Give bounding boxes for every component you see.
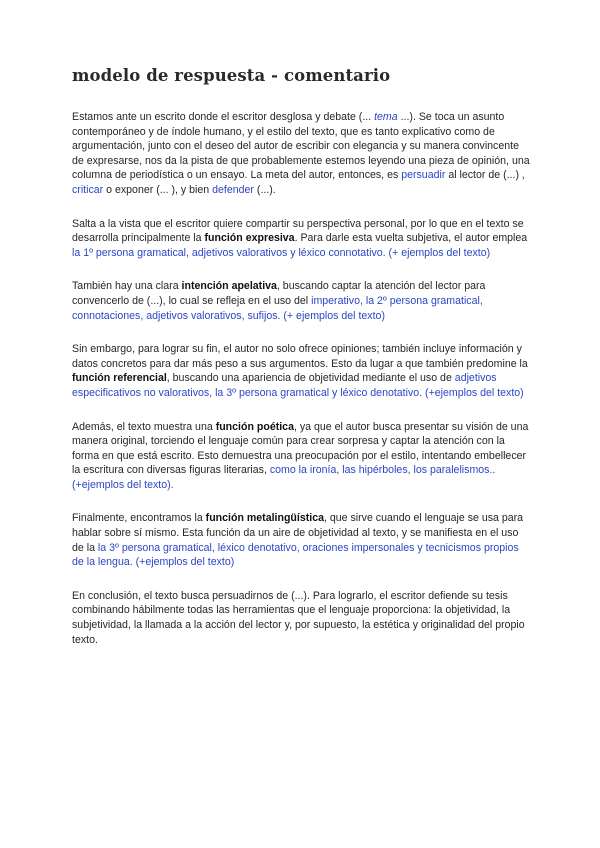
text-run: , que sirve cuando el lenguaje se usa para hablar sobre sí mismo. Esta función da un aire de objetividad al texto, y se manifiesta en el uso de la [72,512,524,554]
text-run: , ya que el autor busca presentar su visión de una manera original, torciendo el lenguaje común para crear sorpresa y captar la atención con la forma en que está escrito. Esto demuestra una preocupación por el estilo, intentando embellecer la escritura con diversas figuras literarias, [72,420,529,477]
document-title: modelo de respuesta - comentario [72,66,391,85]
paragraph [72,589,532,647]
highlighted-text: persuadir [401,169,446,182]
text-run: Sin embargo, para lograr su fin, el autor no solo ofrece opiniones; también incluye información y datos concretos para dar más peso a sus argumentos. Esto da lugar a que también predomine la [72,343,528,370]
highlighted-text: defender [212,183,254,196]
highlighted-text: adjetivos especificativos no valorativos, la 3º persona gramatical y léxico denotativo. (+ejemplos del texto) [72,372,524,399]
text-run: al lector de (...) , [445,169,525,182]
highlighted-text: imperativo, la 2º persona gramatical, connotaciones, adjetivos valorativos, sufijos. (+ ejemplos del texto) [72,294,483,322]
text-run: Estamos ante un escrito donde el escritor desglosa y debate (... [72,111,375,123]
text-run: , buscando una apariencia de objetividad mediante el uso de [166,372,455,385]
paragraph [72,511,532,569]
bold-term: función referencial [72,372,167,385]
text-run: . Para darle esta vuelta subjetiva, el autor emplea [294,232,528,245]
text-run: (...). [253,183,276,196]
text-run: o exponer (... ), y bien [103,183,213,196]
paragraph [72,217,532,261]
highlighted-text: la 3º persona gramatical, léxico denotativo, oraciones impersonales y tecnicismos propios de la lengua. (+ejemplos del texto) [72,541,519,569]
paragraph [72,342,532,400]
text-run: También hay una clara [72,280,182,293]
text-run: Además, el texto muestra una [72,420,216,433]
bold-term: función expresiva [204,232,295,245]
document-body [72,110,532,666]
text-run: ...). Se toca un asunto contemporáneo y de índole humano, y el estilo del texto, que es tanto explicativo como de argumentación, junto con el deseo del autor de escribir con elegancia y su manera convincente de expresarse, nos da la pista de que probablemente estemos leyendo una pieza de opinión, una columna de periodística o un ensayo. La meta del autor, entonces, es [72,111,530,182]
highlighted-text: tema [374,111,398,123]
highlighted-text: la 1º persona gramatical, adjetivos valorativos y léxico connotativo. (+ ejemplos del texto) [72,246,491,259]
text-run: , buscando captar la atención del lector para convencerlo de (...), lo cual se refleja en el uso del [72,280,486,307]
text-run: Finalmente, encontramos la [72,512,206,525]
paragraph [72,279,532,323]
bold-term: función poética [215,420,294,433]
paragraph [72,110,532,198]
text-run: En conclusión, el texto busca persuadirnos de (...). Para lograrlo, el escritor defiende su tesis combinando hábilmente todas las herramientas que el lenguaje proporciona: la objetividad, la subjetividad, la llamada a la acción del lector y, por supuesto, la estética y originalidad del propio texto. [72,589,525,646]
highlighted-text: criticar [72,183,104,196]
paragraph [72,420,532,493]
highlighted-text: como la ironía, las hipérboles, los paralelismos.. (+ejemplos del texto). [72,464,496,491]
text-run: Salta a la vista que el escritor quiere compartir su perspectiva personal, por lo que en el texto se desarrolla principalmente la [72,217,524,245]
bold-term: intención apelativa [181,280,277,293]
bold-term: función metalingüística [205,512,324,525]
